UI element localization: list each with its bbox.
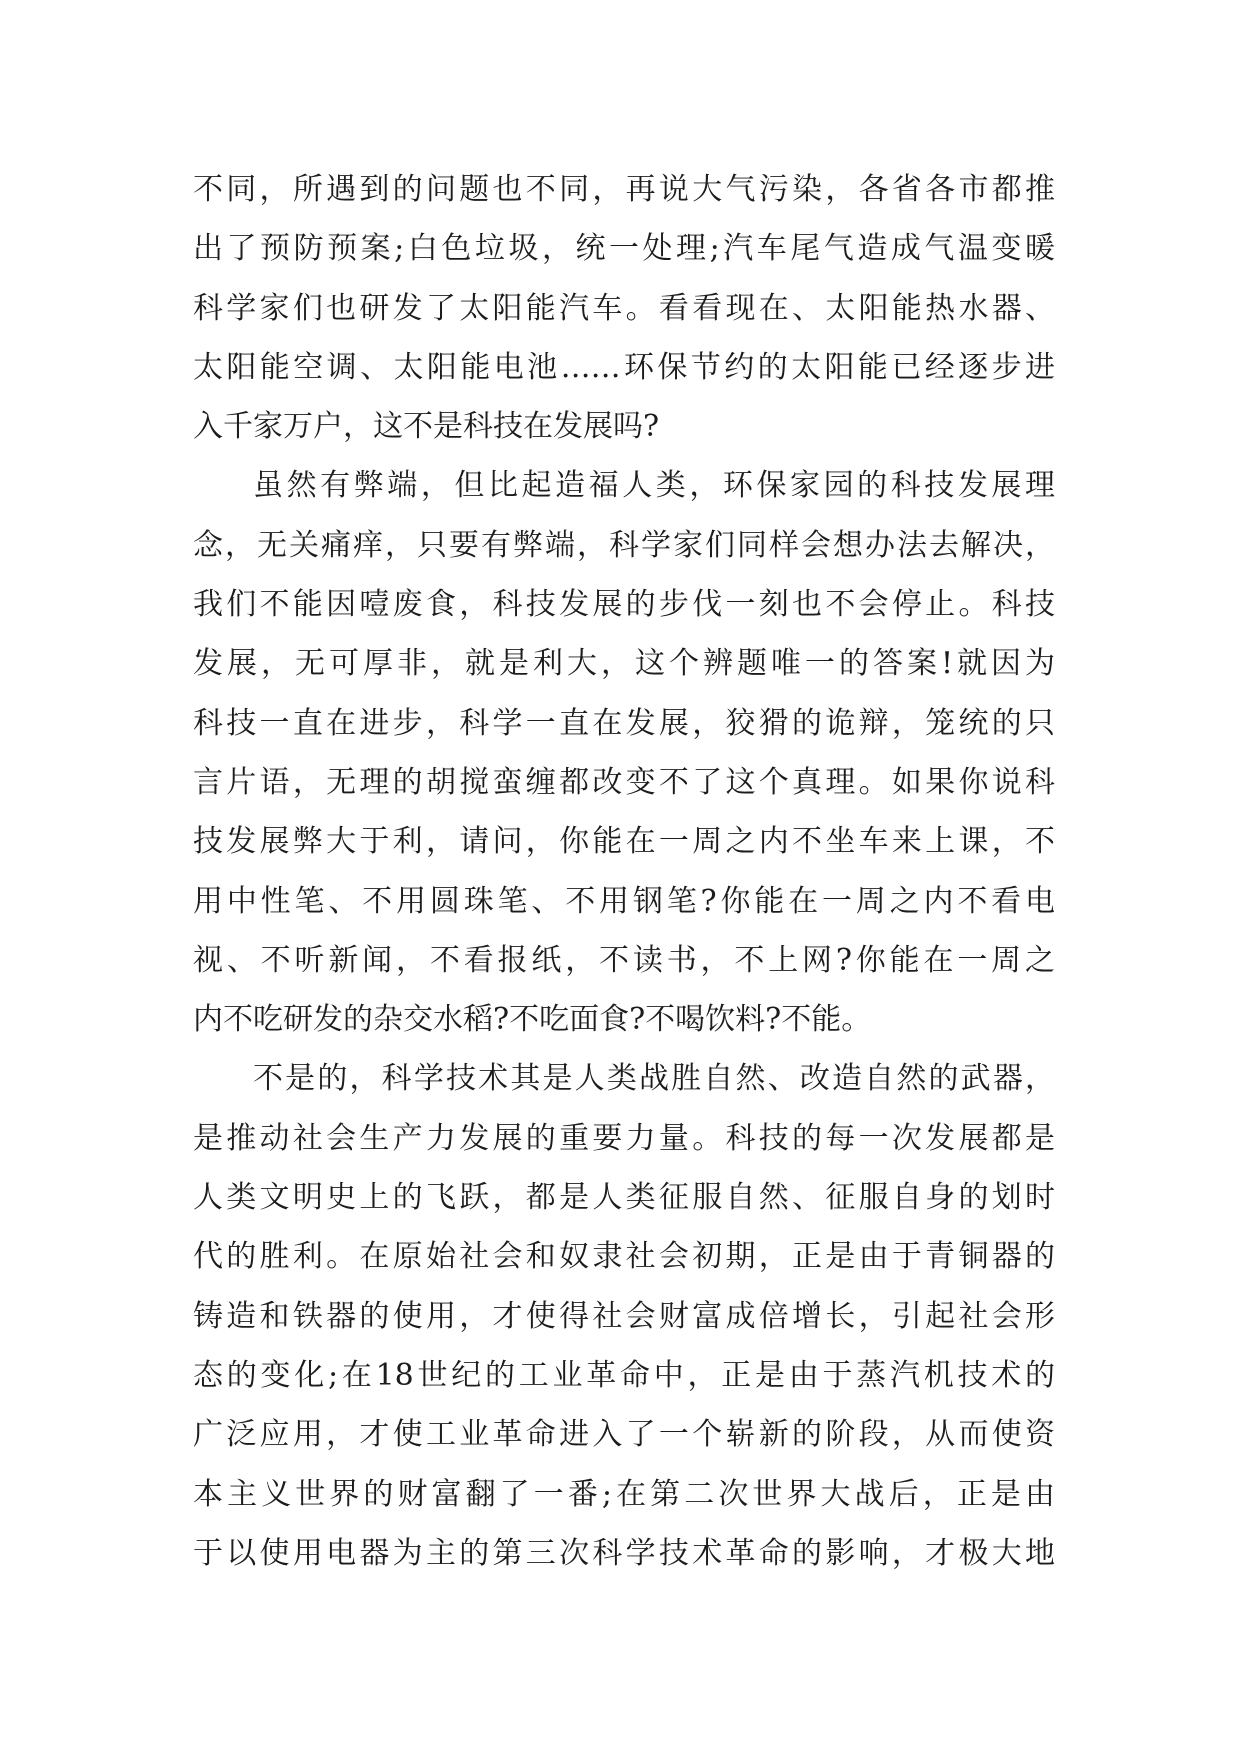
body-text	[193, 160, 1055, 1583]
text-line: 言片语，无理的胡搅蛮缠都改变不了这个真理。如果你说科	[193, 764, 1055, 800]
text-line: 技发展弊大于利，请问，你能在一周之内不坐车来上课，不	[193, 824, 1055, 860]
text-line: 出了预防预案;白色垃圾，统一处理;汽车尾气造成气温变暖	[193, 231, 1055, 267]
text-line: 人类文明史上的飞跃，都是人类征服自然、征服自身的划时	[193, 1180, 1055, 1216]
text-line: 广泛应用，才使工业革命进入了一个崭新的阶段，从而使资	[193, 1417, 1055, 1453]
text-line: 入千家万户，这不是科技在发展吗?	[193, 409, 660, 445]
text-line: 铸造和铁器的使用，才使得社会财富成倍增长，引起社会形	[193, 1298, 1055, 1334]
text-line: 念，无关痛痒，只要有弊端，科学家们同样会想办法去解决，	[193, 527, 1055, 563]
paragraph-start-line: 不是的，科学技术其是人类战胜自然、改造自然的武器，	[253, 1061, 1055, 1097]
text-line: 内不吃研发的杂交水稻?不吃面食?不喝饮料?不能。	[193, 1002, 872, 1038]
text-line: 是推动社会生产力发展的重要力量。科技的每一次发展都是	[193, 1120, 1055, 1156]
text-line: 太阳能空调、太阳能电池……环保节约的太阳能已经逐步进	[193, 349, 1055, 385]
text-line: 本主义世界的财富翻了一番;在第二次世界大战后，正是由	[193, 1476, 1055, 1512]
text-line: 科技一直在进步，科学一直在发展，狡猾的诡辩，笼统的只	[193, 705, 1055, 741]
text-line: 不同，所遇到的问题也不同，再说大气污染，各省各市都推	[193, 172, 1055, 207]
paragraph-start-line: 虽然有弊端，但比起造福人类，环保家园的科技发展理	[253, 468, 1055, 504]
text-line: 我们不能因噎废食，科技发展的步伐一刻也不会停止。科技	[193, 587, 1055, 623]
text-line: 用中性笔、不用圆珠笔、不用钢笔?你能在一周之内不看电	[193, 883, 1055, 919]
text-line: 发展，无可厚非，就是利大，这个辨题唯一的答案!就因为	[193, 646, 1055, 682]
text-line: 态的变化;在18世纪的工业革命中，正是由于蒸汽机技术的	[193, 1357, 1055, 1393]
text-line: 视、不听新闻，不看报纸，不读书，不上网?你能在一周之	[193, 942, 1055, 978]
text-line: 科学家们也研发了太阳能汽车。看看现在、太阳能热水器、	[193, 290, 1055, 326]
text-line: 于以使用电器为主的第三次科学技术革命的影响，才极大地	[193, 1535, 1055, 1571]
text-line: 代的胜利。在原始社会和奴隶社会初期，正是由于青铜器的	[193, 1239, 1055, 1275]
